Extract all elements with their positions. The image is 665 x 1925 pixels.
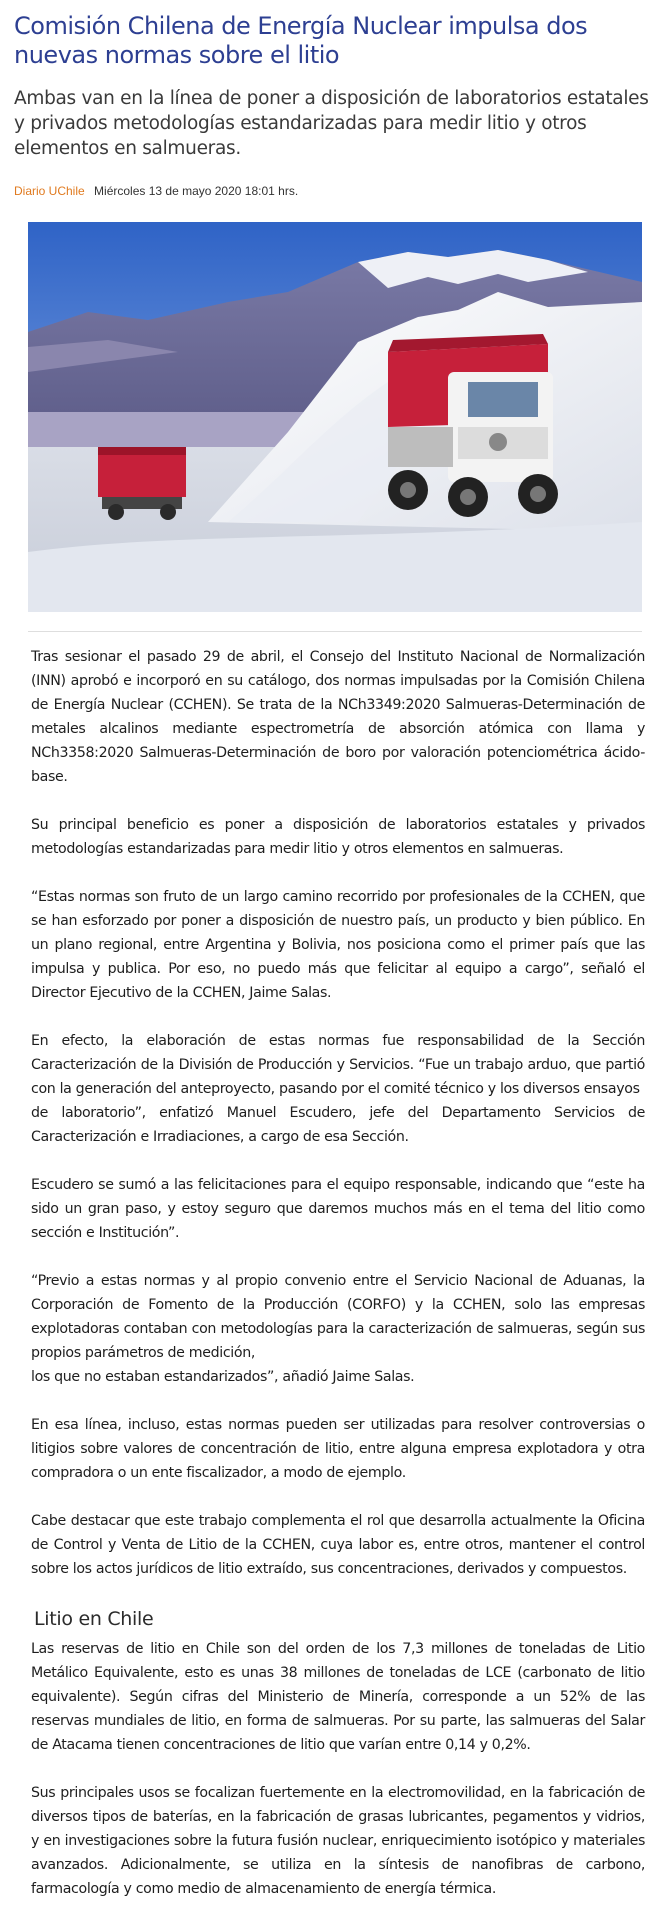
- publish-date: Miércoles 13 de mayo 2020 18:01 hrs.: [94, 184, 299, 198]
- paragraph: En esa línea, incluso, estas normas pueden ser utilizadas para resolver controversias o litigios sobre valores de concentración de litio, entre alguna empresa explotadora y otra compradora o un ente fiscalizador, a modo de ejemplo.: [31, 1417, 645, 1481]
- paragraph: Las reservas de litio en Chile son del orden de los 7,3 millones de toneladas de Litio Metálico Equivalente, esto es unas 38 millones de toneladas de LCE (carbonato de litio equivalente). Según cifras del Ministerio de Minería, corresponde a un 52% de las reservas mundiales de litio, en forma de salmueras. Por su parte, las salmueras del Salar de Atacama tienen concentraciones de litio que varían entre 0,14 y 0,2%.: [31, 1641, 645, 1753]
- source-link[interactable]: Diario UChile: [14, 184, 85, 198]
- paragraph: Tras sesionar el pasado 29 de abril, el Consejo del Instituto Nacional de Normalización (INN) aprobó e incorporó en su catálogo, dos normas impulsadas por la Comisión Chilena de Energía Nuclear (CCHEN). Se trata de la NCh3349:2020 Salmueras-Determinación de metales alcalinos mediante espectrometría de absorción atómica con llama y NCh3358:2020 Salmueras-Determinación de boro por valoración potenciométrica ácido-base.: [31, 649, 645, 785]
- paragraph: Cabe destacar que este trabajo complementa el rol que desarrolla actualmente la Oficina de Control y Venta de Litio de la CCHEN, cuya labor es, entre otros, mantener el control sobre los actos jurídicos de litio extraído, sus concentraciones, derivados y compuestos.: [31, 1513, 645, 1577]
- article-title: Comisión Chilena de Energía Nuclear impulsa dos nuevas normas sobre el litio: [14, 12, 588, 69]
- paragraph: Escudero se sumó a las felicitaciones para el equipo responsable, indicando que “este ha sido un gran paso, y estoy seguro que daremos muchos más en el tema del litio como sección e Institución”.: [31, 1177, 645, 1241]
- article-meta: [14, 184, 298, 198]
- article-subtitle: Ambas van en la línea de poner a disposición de laboratorios estatales y privados metodologías estandarizadas para medir litio y otros elementos en salmueras.: [14, 88, 649, 159]
- section-heading: Litio en Chile: [34, 1608, 154, 1630]
- paragraph: Sus principales usos se focalizan fuertemente en la electromovilidad, en la fabricación de diversos tipos de baterías, en la fabricación de grasas lubricantes, pegamentos y vidrios, y en investigaciones sobre la futura fusión nuclear, enriquecimiento isotópico y materiales avanzados. Adicionalmente, se utiliza en la síntesis de nanofibras de carbono, farmacología y como medio de almacenamiento de energía térmica.: [31, 1785, 645, 1897]
- paragraph: Su principal beneficio es poner a disposición de laboratorios estatales y privados metodologías estandarizadas para medir litio y otros elementos en salmueras.: [31, 817, 645, 857]
- salt-flat-truck-photo: [28, 222, 642, 612]
- paragraph: En efecto, la elaboración de estas normas fue responsabilidad de la Sección Caracterización de la División de Producción y Servicios. “Fue un trabajo arduo, que partió con la generación del anteproyecto, pasando por el comité técnico y los diversos ensayos de laboratorio”, enfatizó Manuel Escudero, jefe del Departamento Servicios de Caracterización e Irradiaciones, a cargo de esa Sección.: [31, 1033, 645, 1145]
- divider: [28, 631, 642, 632]
- paragraph: “Previo a estas normas y al propio convenio entre el Servicio Nacional de Aduanas, la Corporación de Fomento de la Producción (CORFO) y la CCHEN, solo las empresas explotadoras contaban con metodologías para la caracterización de salmueras, según sus propios parámetros de medición, los que no estaban estandarizados”, añadió Jaime Salas.: [31, 1273, 645, 1385]
- article-body: [31, 645, 645, 1925]
- paragraph: “Estas normas son fruto de un largo camino recorrido por profesionales de la CCHEN, que se han esforzado por poner a disposición de nuestro país, un producto y bien público. En un plano regional, entre Argentina y Bolivia, nos posiciona como el primer país que las impulsa y publica. Por eso, no puedo más que felicitar al equipo a cargo”, señaló el Director Ejecutivo de la CCHEN, Jaime Salas.: [31, 889, 645, 1001]
